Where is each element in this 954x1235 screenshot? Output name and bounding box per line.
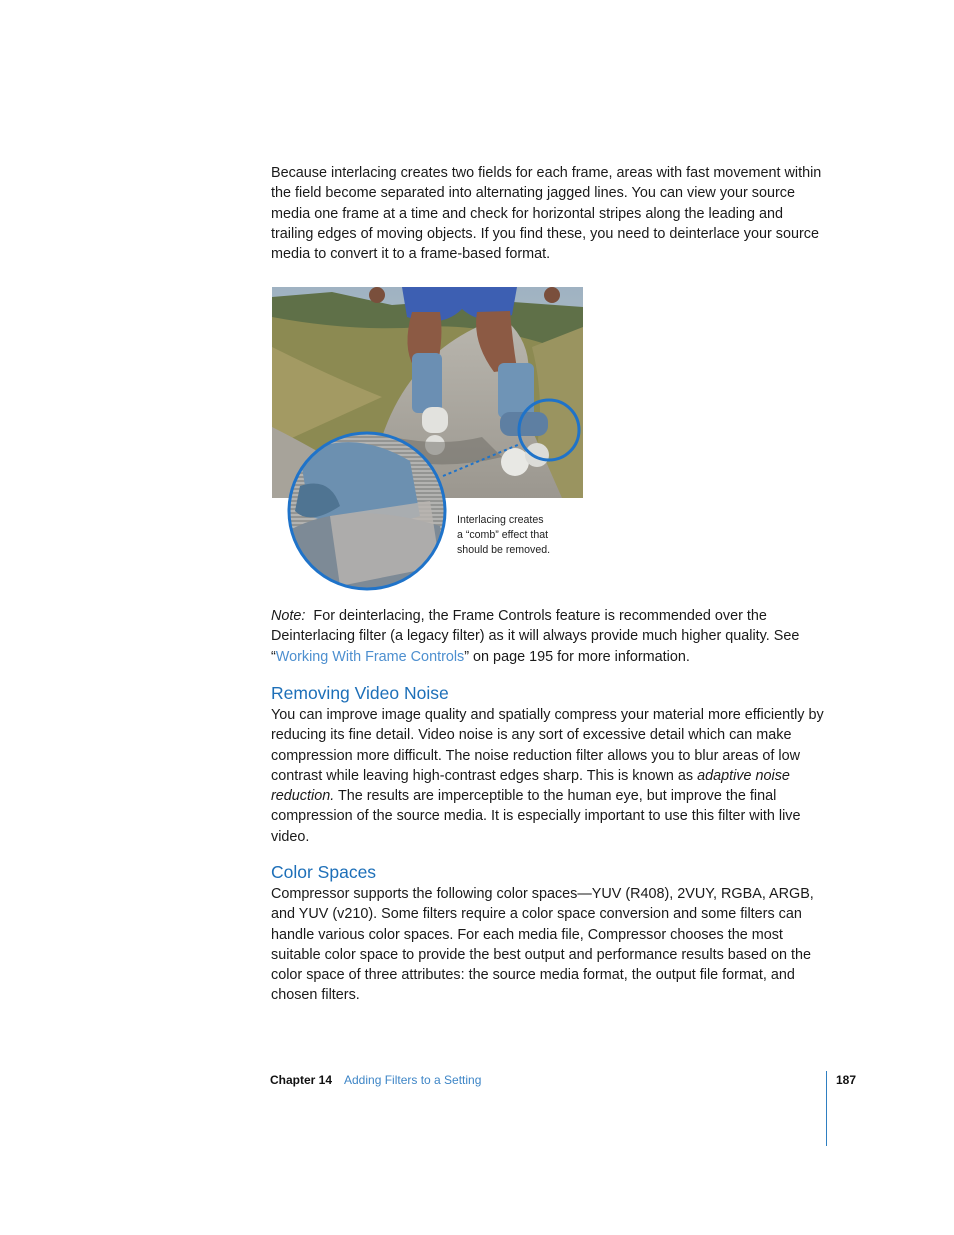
note-paragraph — [271, 606, 826, 667]
footer-chapter: Chapter 14 — [270, 1073, 333, 1087]
adaptive-noise-reduction-term: adaptive noise reduction. — [271, 767, 790, 805]
figure-caption — [457, 513, 577, 558]
caption-line-3: should be removed. — [457, 544, 551, 556]
removing-video-noise-heading: Removing Video Noise — [271, 683, 449, 703]
video-noise-paragraph — [271, 705, 826, 847]
footer-divider — [826, 1071, 827, 1146]
video-noise-text-after: The results are imperceptible to the human eye, but improve the final compression of the source media. It is especially important to use this filter with live video. — [271, 788, 801, 845]
frame-controls-link[interactable]: Working With Frame Controls — [275, 648, 465, 665]
note-text-before: For deinterlacing, the Frame Controls feature is recommended over the Deinterlacing filter (a legacy filter) as it will always provide much higher quality. See “ — [271, 608, 800, 665]
page-number: 187 — [836, 1073, 857, 1087]
color-spaces-paragraph: Compressor supports the following color spaces—YUV (R408), 2VUY, RGBA, ARGB, and YUV (v210). Some filters require a color space conversion and some filters can handle various color spaces. For each media file, Compressor chooses the most suitable color space to provide the best output and performance results based on the color space of three attributes: the source media format, the output file format, and chosen filters. — [271, 886, 814, 1004]
caption-line-1: Interlacing creates — [457, 514, 544, 526]
caption-line-2: a “comb” effect that — [457, 529, 549, 541]
note-label: Note: — [271, 608, 306, 624]
intro-paragraph: Because interlacing creates two fields for each frame, areas with fast movement within the field become separated into alternating jagged lines. You can view your source media one frame at a time and check for horizontal stripes along the leading and trailing edges of moving objects. If you find these, you need to deinterlace your source media to convert it to a frame-based format. — [271, 165, 822, 263]
video-noise-text-before: You can improve image quality and spatially compress your material more efficiently by reducing its fine detail. Video noise is any sort of excessive detail which can make compression more difficult. The noise reduction filter allows you to blur areas of low contrast while leaving high-contrast edges sharp. This is known as — [271, 707, 824, 784]
note-text-after: ” on page 195 for more information. — [464, 648, 690, 665]
footer-chapter-title[interactable]: Adding Filters to a Setting — [344, 1073, 482, 1087]
color-spaces-heading: Color Spaces — [271, 862, 377, 882]
